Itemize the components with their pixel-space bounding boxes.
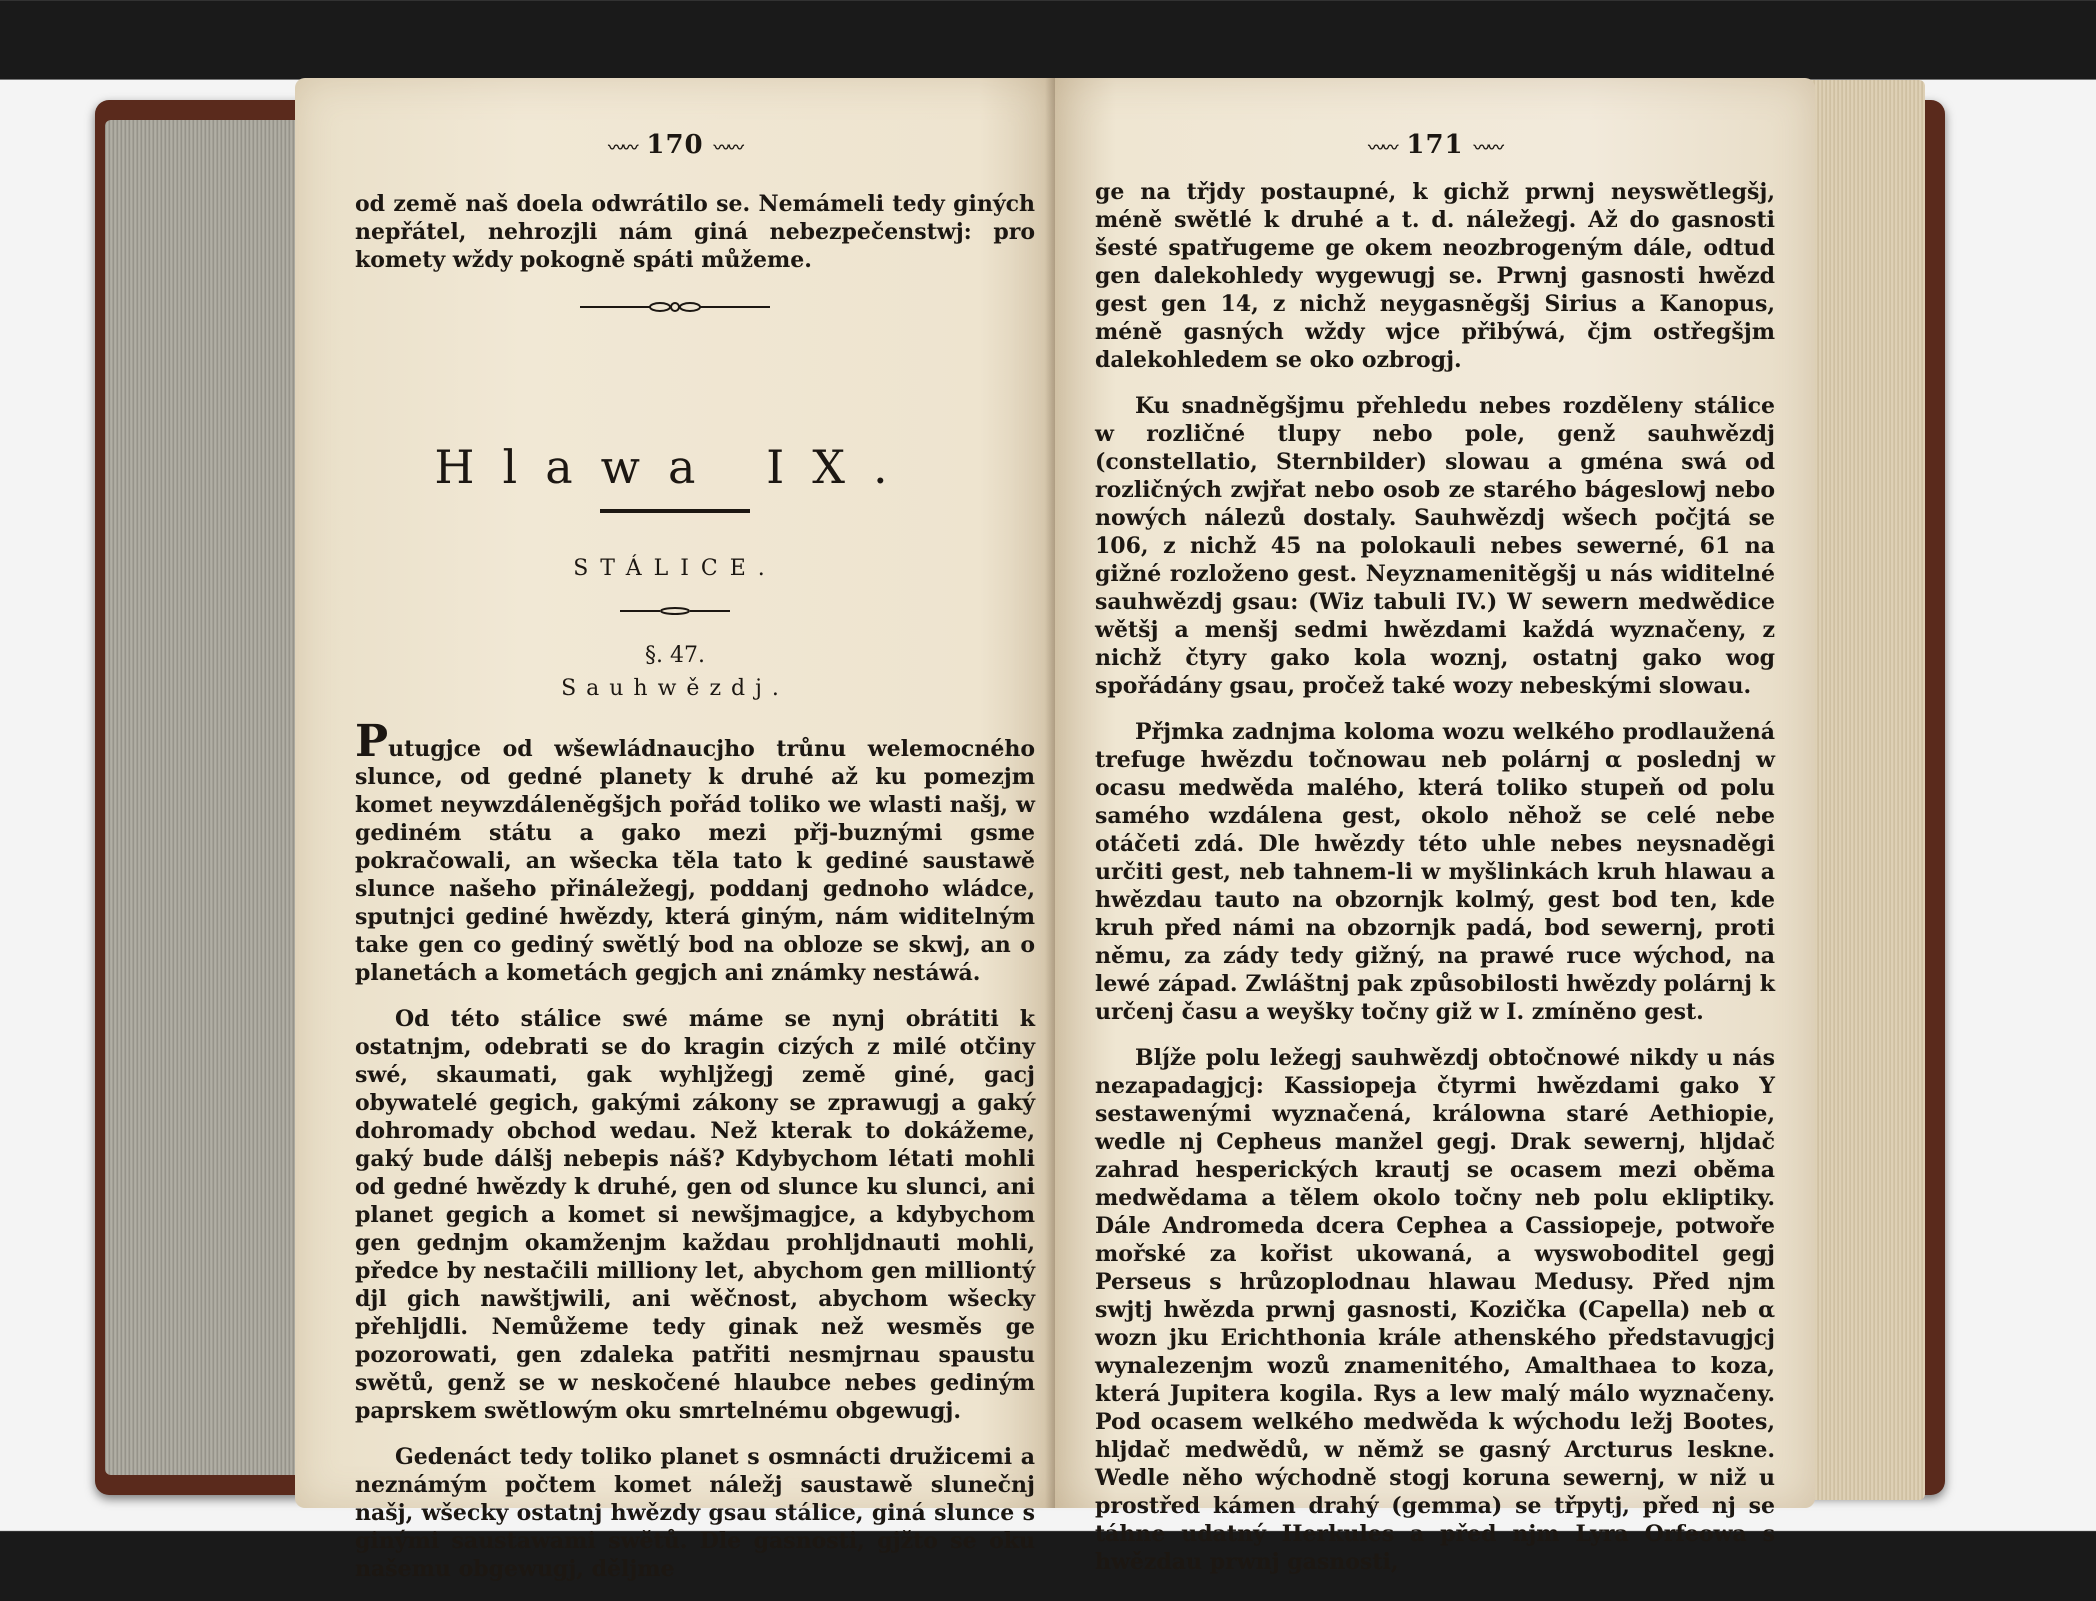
page-edges-right [1810, 80, 1925, 1500]
left-body [355, 716, 1035, 1601]
paragraph-constellations: Ku snadněgšjmu přehledu nebes rozděleny stálice w rozličné tlupy nebo pole, genž sauhwězdj (constellatio, Sternbilder) slowau a gména swá od rozličných zwjřat nebo osob ze starého bágeslowj nebo nowých nálezů dostaly. Sauhwězdj wšech počjtá se 106, z nichž 45 na polokauli nebes sewerné, 61 na gižné rozloženo gest. Neyznamenitěgšj u nás widitelné sauhwězdj gsau: (Wiz tabuli IV.) W sewern medwědice wětšj a menšj sedmi hwězdami každá wyznačeny, z nichž čtyry gako kola woznj, ostatnj gako wog spořádány gsau, pročež také wozy nebeskými slowau. [1095, 393, 1775, 699]
section-title: Sauhwězdj. [561, 676, 789, 701]
paragraph-2: Od této stálice swé máme se nynj obrátiti k ostatnjm, odebrati se do kragin cizých z milé otčiny swé, skaumati, gak wyhljžegj země giné, gacj obywatelé gegich, gakými zákony se zprawugj a gaký dohromady obchod wedau. Než kterak to dokážeme, gaký bude dálšj nebepis náš? Kdybychom létati mohli od gedné hwězdy k druhé, gen od slunce ku slunci, ani planet gegich a komet si newšjmagjce, a kdybychom gen gednjm okamženjm každau prohljdnauti mohli, předce by nestačili milliony let, abychom gen milliontý djl gich nawštjwili, ani wěčnost, abychom wšecky přehljdli. Nemůžeme tedy ginak než wesměs ge pozorowati, gen zdaleka patřiti nesmjrnau spaustu swětů, genž se w neskočené hlaubce nebes gediným paprskem swětlowým oku smrtelnému obgewugj. [355, 1006, 1035, 1424]
page-number-ornament-right: 〰〰 [1473, 138, 1502, 157]
right-page [1055, 78, 1815, 1575]
top-paragraph: od země naš doela odwrátilo se. Nemámeli tedy giných nepřátel, nehrozjli nám giná nebezpečenstwj: pro komety wždy pokogně spáti můžeme. [355, 191, 1035, 273]
ornamental-rule-small [620, 606, 730, 616]
subchapter-title: STÁLICE. [573, 556, 777, 581]
page-number-ornament-left: 〰〰 [608, 138, 637, 157]
drop-cap: P [355, 716, 389, 767]
paragraph-3: Gedenáct tedy toliko planet s osmnácti družicemi a neznámým počtem komet náležj saustawě slunečnj našj, wšecky ostatnj hwězdy gsau stálice, giná slunce s ginými saustawami swětů. Dle gasnosti, gjžto se oku našemu obgewugj, děljme [355, 1444, 1035, 1582]
page-edges-left [105, 120, 295, 1475]
ornamental-rule-top [580, 300, 770, 314]
paragraph-circumpolar: Blj́že polu ležegj sauhwězdj obtočnowé nikdy u nás nezapadagjcj: Kassiopeja čtyrmi hwězdami gako Y sestawenými wyznačená, králowna staré Aethiopie, wedle nj Cepheus manžel gegj. Drak sewernj, hljdač zahrad hesperických krautj se ocasem mezi oběma medwědama a tělem okolo točny neb polu ekliptiky. Dále Andromeda dcera Cephea a Cassiopeje, potwoře mořské za kořist ukowaná, a wyswoboditel gegj Perseus s hrůzoplodnau hlawau Medusy. Před njm swjtj hwězda prwnj gasnosti, Kozička (Capella) neb α wozn jku Erichthonia krále athenského představugjcj wynalezenjm wozů znamenitého, Amalthaea to koza, která Jupitera kogila. Rys a lew malý málo wyznačeny. Pod ocasem welkého medwěda k wýchodu ležj Bootes, hljdač medwědů, w němž se gasný Arcturus leskne. Wedle něho wýchodně stogj koruna sewernj, w niž u prostřed kámen drahý (gemma) se třpytj, před nj se táhne udatný Herkules a před njm Lyra Orfeowa s hwězdau prwnj gasnosti, [1095, 1045, 1775, 1575]
page-number-right: 〰〰 171 〰〰 [1368, 130, 1502, 160]
chapter-title: Hlawa IX. [434, 440, 916, 494]
paragraph-1: Putugjce od wšewládnaucjho trůnu welemocného slunce, od gedné planety k druhé až ku pomezjm komet neywzdáleněgšjch pořád toliko we wlasti našj, w gediném státu a gako mezi přj-buznými gsme pokračowali, an wšecka těla tato k gediné saustawě slunce našeho přináležegj, poddanj gednoho wládce, sputnjci gediné hwězdy, která giným, nám widitelným take gen co gediný swětlý bod na obloze se skwj, an o planetách a kometách gegjch ani známky nestáwá. [355, 716, 1035, 986]
section-number: §. 47. [645, 643, 705, 668]
chapter-underline [600, 508, 750, 514]
left-page [295, 78, 1055, 1582]
page-number-left: 〰〰 170 〰〰 [608, 130, 742, 160]
page-number-ornament-left: 〰〰 [1368, 138, 1397, 157]
paragraph-continuation: ge na třjdy postaupné, k gichž prwnj neyswětlegšj, méně swětlé k druhé a t. d. náležegj. Až do gasnosti šesté spatřugeme ge okem neozbrogeným dále, odtud gen dalekohledy wygewugj se. Prwnj gasnosti hwězd gest gen 14, z nichž neygasněgšj Sirius a Kanopus, méně gasných wždy wjce přibýwá, čjm ostřegšjm dalekohledem se oko ozbrogj. [1095, 179, 1775, 373]
page-number-ornament-right: 〰〰 [713, 138, 742, 157]
right-body [1095, 178, 1775, 1594]
paragraph-polaris: Přjmka zadnjma koloma wozu welkého prodlaužená trefuge hwězdu točnowau neb polárnj α poslednj w ocasu medwěda malého, která toliko stupeň od polu samého wzdálena gest, okolo něhož se celé nebe otáčeti zdá. Dle hwězdy této uhle nebes neysnaděgi určiti gest, neb tahnem-li w myšlinkách kruh hlawau a hwězdau tauto na obzornjk kolmý, gest bod ten, kde kruh před námi na obzornjk padá, bod sewernj, proti němu, za zády tedy gižný, na prawé ruce wýchod, na lewé západ. Zwláštnj pak způsobilosti hwězdy polárnj k určenj času a weyšky točny giž w I. zmíněno gest. [1095, 719, 1775, 1025]
